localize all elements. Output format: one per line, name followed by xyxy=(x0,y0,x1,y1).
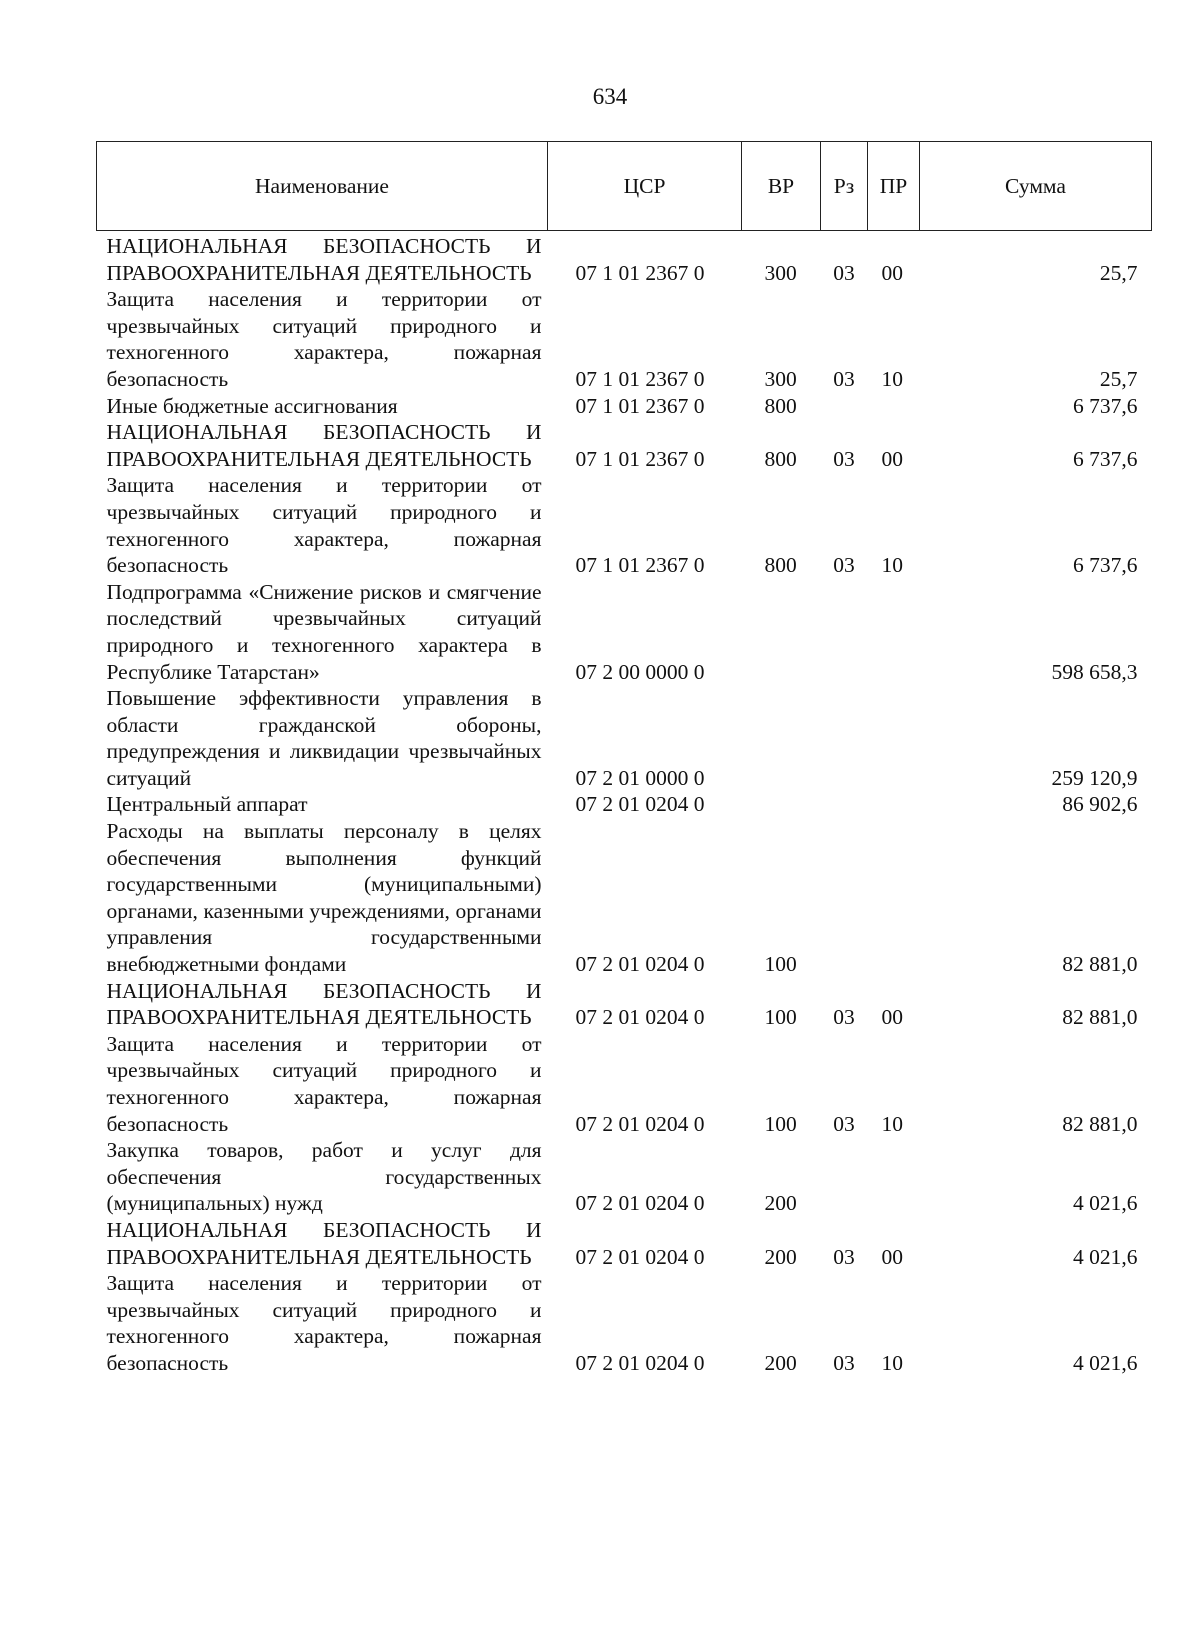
row-vr xyxy=(742,579,821,685)
row-name: Расходы на выплаты персоналу в целях обеспечения выполнения функций государственными (муниципальными) органами, казенными учреждениями, органами управления государственными внебюджетными фондами xyxy=(106,819,542,977)
row-name: Закупка товаров, работ и услуг для обеспечения государственных (муниципальных) нужд xyxy=(106,1138,542,1216)
row-sum: 259 120,9 xyxy=(1051,765,1138,790)
row-rz: 03 xyxy=(833,1244,855,1269)
row-rz xyxy=(821,393,868,420)
row-rz: 03 xyxy=(833,1005,855,1030)
table-row xyxy=(97,393,1152,420)
row-pr: 10 xyxy=(881,1111,903,1136)
row-vr: 100 xyxy=(764,1111,797,1136)
header-rz: Рз xyxy=(821,142,868,231)
row-sum: 6 737,6 xyxy=(1073,393,1138,418)
table-header-row xyxy=(97,142,1152,231)
page-number: 634 xyxy=(592,84,628,109)
table-row xyxy=(97,286,1152,392)
row-sum: 82 881,0 xyxy=(1062,1005,1138,1030)
row-rz: 03 xyxy=(833,553,855,578)
row-csr: 07 1 01 2367 0 xyxy=(575,260,705,285)
row-rz: 03 xyxy=(833,1350,855,1375)
row-vr: 100 xyxy=(764,1005,797,1030)
row-rz: 03 xyxy=(833,446,855,471)
row-rz: 03 xyxy=(833,260,855,285)
row-rz xyxy=(821,791,868,818)
row-csr: 07 2 01 0204 0 xyxy=(575,952,705,977)
row-pr: 00 xyxy=(881,1244,903,1269)
row-sum: 598 658,3 xyxy=(1051,659,1138,684)
table-row xyxy=(97,1270,1152,1376)
row-pr xyxy=(868,393,920,420)
table-row xyxy=(97,579,1152,685)
header-pr: ПР xyxy=(868,142,920,231)
row-rz xyxy=(821,818,868,978)
row-name: Центральный аппарат xyxy=(106,792,308,817)
row-csr: 07 2 01 0204 0 xyxy=(575,1111,705,1136)
row-pr xyxy=(868,579,920,685)
row-sum: 86 902,6 xyxy=(1062,792,1138,817)
header-vr: ВР xyxy=(742,142,821,231)
row-name: Повышение эффективности управления в области гражданской обороны, предупреждения и ликвидации чрезвычайных ситуаций xyxy=(106,686,542,790)
row-name: НАЦИОНАЛЬНАЯ БЕЗОПАСНОСТЬ И ПРАВООХРАНИТЕЛЬНАЯ ДЕЯТЕЛЬНОСТЬ xyxy=(106,1217,542,1269)
row-name: НАЦИОНАЛЬНАЯ БЕЗОПАСНОСТЬ И ПРАВООХРАНИТЕЛЬНАЯ ДЕЯТЕЛЬНОСТЬ xyxy=(106,420,542,471)
row-vr: 200 xyxy=(764,1191,797,1216)
row-pr xyxy=(868,1137,920,1217)
table-row xyxy=(97,1031,1152,1137)
row-sum: 4 021,6 xyxy=(1073,1350,1138,1375)
row-vr: 200 xyxy=(764,1350,797,1375)
budget-table xyxy=(96,141,1152,1377)
row-csr: 07 2 01 0204 0 xyxy=(575,1191,705,1216)
row-pr: 10 xyxy=(881,553,903,578)
table-row xyxy=(97,231,1152,287)
row-csr: 07 1 01 2367 0 xyxy=(575,393,705,418)
table-row xyxy=(97,472,1152,578)
row-vr: 100 xyxy=(764,952,797,977)
row-vr xyxy=(742,685,821,791)
row-name: Иные бюджетные ассигнования xyxy=(106,393,398,418)
row-csr: 07 2 01 0204 0 xyxy=(575,1350,705,1375)
row-sum: 4 021,6 xyxy=(1073,1191,1138,1216)
row-csr: 07 1 01 2367 0 xyxy=(575,553,705,578)
row-rz: 03 xyxy=(833,366,855,391)
row-csr: 07 2 01 0204 0 xyxy=(575,792,705,817)
row-csr: 07 2 00 0000 0 xyxy=(575,659,705,684)
row-csr: 07 1 01 2367 0 xyxy=(575,446,705,471)
table-row xyxy=(97,978,1152,1031)
row-sum: 25,7 xyxy=(1099,260,1138,285)
table-row xyxy=(97,419,1152,472)
table-row xyxy=(97,818,1152,978)
table-body xyxy=(97,231,1152,1377)
row-sum: 82 881,0 xyxy=(1062,1111,1138,1136)
row-pr: 00 xyxy=(881,1005,903,1030)
row-name: Защита населения и территории от чрезвычайных ситуаций природного и техногенного характера, пожарная безопасность xyxy=(106,473,542,578)
row-sum: 6 737,6 xyxy=(1073,446,1138,471)
table-row xyxy=(97,685,1152,791)
row-name: НАЦИОНАЛЬНАЯ БЕЗОПАСНОСТЬ И ПРАВООХРАНИТЕЛЬНАЯ ДЕЯТЕЛЬНОСТЬ xyxy=(106,978,542,1030)
row-rz xyxy=(821,1137,868,1217)
row-name: НАЦИОНАЛЬНАЯ БЕЗОПАСНОСТЬ И ПРАВООХРАНИТЕЛЬНАЯ ДЕЯТЕЛЬНОСТЬ xyxy=(106,234,542,285)
row-sum: 4 021,6 xyxy=(1073,1244,1138,1269)
header-sum: Сумма xyxy=(920,142,1152,231)
row-csr: 07 2 01 0000 0 xyxy=(575,765,705,790)
row-name: Защита населения и территории от чрезвычайных ситуаций природного и техногенного характера, пожарная безопасность xyxy=(106,287,542,391)
row-vr: 300 xyxy=(764,366,797,391)
row-csr: 07 2 01 0204 0 xyxy=(575,1005,705,1030)
row-vr: 200 xyxy=(764,1244,797,1269)
row-vr: 300 xyxy=(764,260,797,285)
header-name: Наименование xyxy=(97,142,548,231)
row-sum: 82 881,0 xyxy=(1062,952,1138,977)
row-pr xyxy=(868,818,920,978)
row-pr: 10 xyxy=(881,1350,903,1375)
table-row xyxy=(97,1137,1152,1217)
row-pr xyxy=(868,791,920,818)
row-rz: 03 xyxy=(833,1111,855,1136)
row-name: Подпрограмма «Снижение рисков и смягчение последствий чрезвычайных ситуаций природного и техногенного характера в Республике Татарстан» xyxy=(106,579,542,684)
row-csr: 07 2 01 0204 0 xyxy=(575,1244,705,1269)
row-csr: 07 1 01 2367 0 xyxy=(575,366,705,391)
row-sum: 6 737,6 xyxy=(1073,553,1138,578)
row-pr: 10 xyxy=(881,366,903,391)
table-row xyxy=(97,1217,1152,1270)
row-vr: 800 xyxy=(764,446,797,471)
row-vr: 800 xyxy=(764,393,797,418)
row-pr xyxy=(868,685,920,791)
row-pr: 00 xyxy=(881,446,903,471)
header-csr: ЦСР xyxy=(548,142,742,231)
row-rz xyxy=(821,685,868,791)
row-vr: 800 xyxy=(764,553,797,578)
row-rz xyxy=(821,579,868,685)
row-pr: 00 xyxy=(881,260,903,285)
row-name: Защита населения и территории от чрезвычайных ситуаций природного и техногенного характера, пожарная безопасность xyxy=(106,1031,542,1136)
row-sum: 25,7 xyxy=(1099,366,1138,391)
row-name: Защита населения и территории от чрезвычайных ситуаций природного и техногенного характера, пожарная безопасность xyxy=(106,1271,542,1375)
row-vr xyxy=(742,791,821,818)
table-row xyxy=(97,791,1152,818)
